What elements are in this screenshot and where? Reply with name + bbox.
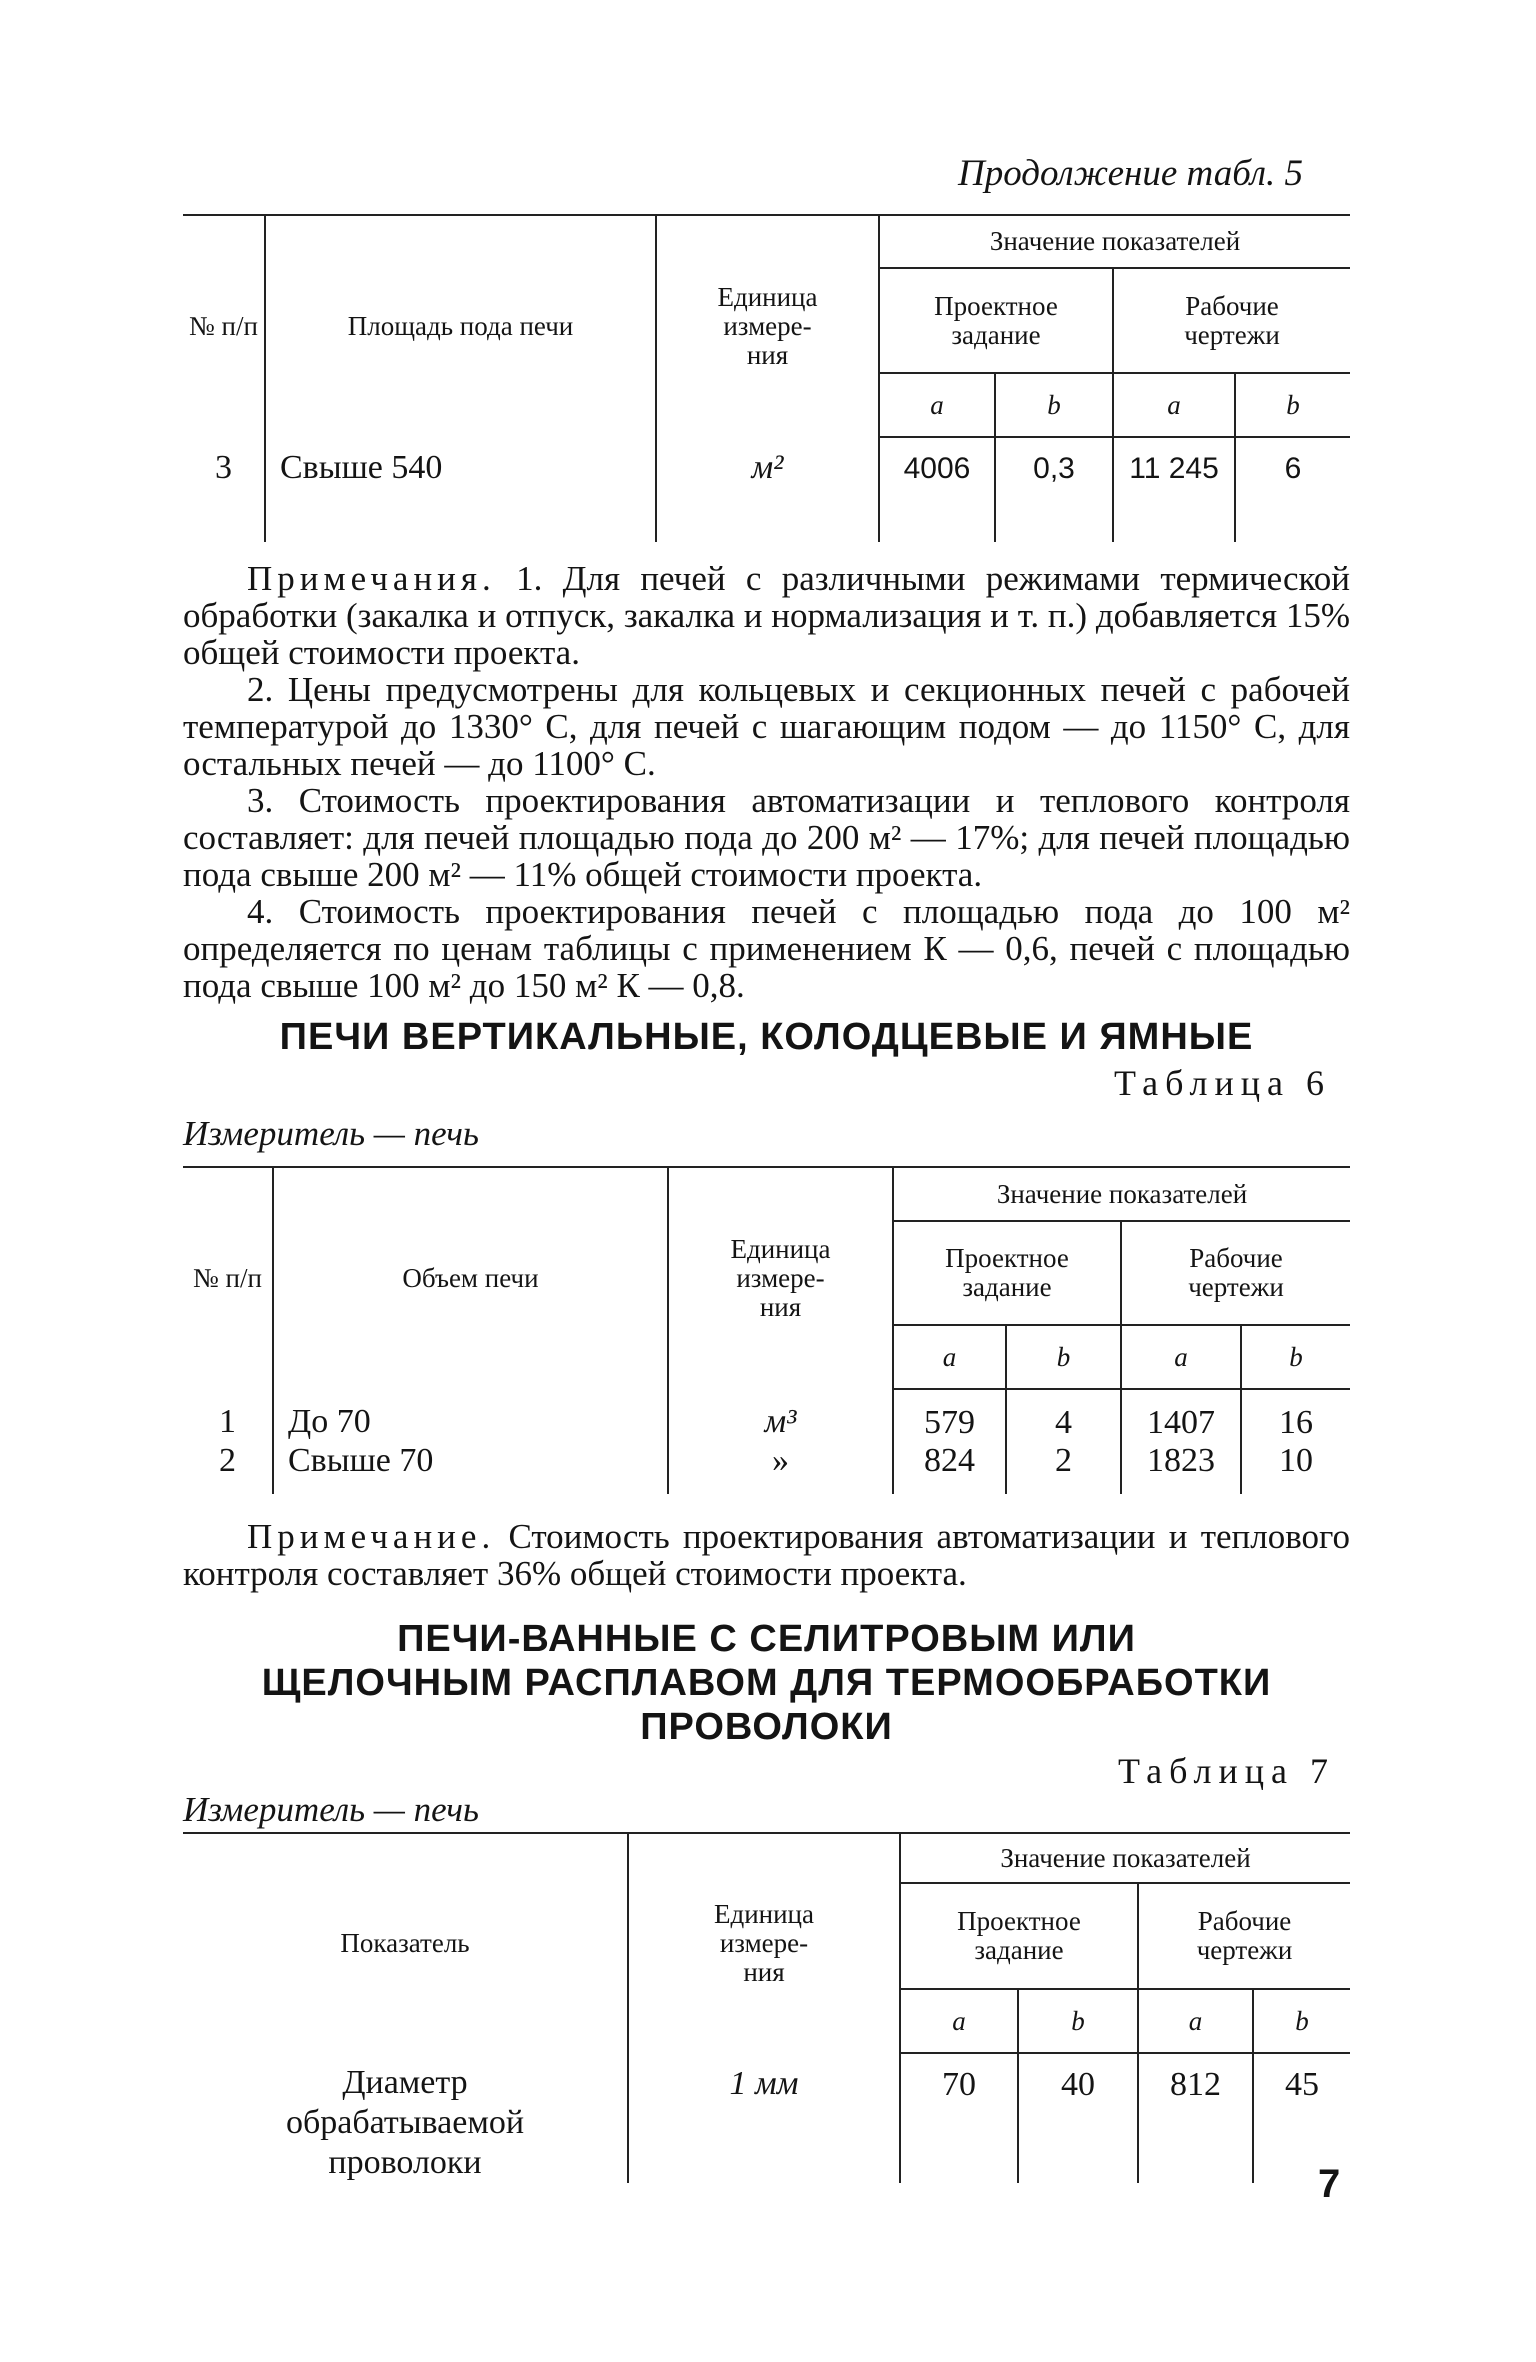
cell-working-b: 10 [1241,1442,1350,1494]
header-project: Проектное задание [879,268,1113,373]
header-b: b [995,373,1113,437]
cell-name: Диаметр обрабатываемой проволоки [285,2064,525,2181]
header-values: Значение показателей [900,1833,1350,1883]
note-3: 3. Стоимость проектирования автоматизации и теплового контроля составляет: для печей площадью пода до 200 м² — 17%; для печей площадью пода свыше 200 м² — 11% общей стоимости проекта. [183,781,1350,894]
cell-project-a: 70 [900,2053,1018,2183]
header-name: Объем печи [273,1167,668,1389]
header-unit: Единица измере- ния [668,1167,893,1389]
continuation-label: Продолжение табл. 5 [958,153,1304,194]
header-b: b [1018,1989,1138,2053]
notes-lead: Примечания. [247,559,496,598]
cell-project-b: 4 [1006,1389,1121,1442]
header-num: № п/п [183,1167,273,1389]
note-1: 1. Для печей с различными режимами термической обработки (закалка и отпуск, закалка и нормализация и т. п.) добавляется 15% общей стоимости проекта. [183,559,1350,672]
header-working: Рабочие чертежи [1113,268,1350,373]
note-text: Стоимость проектирования автоматизации и теплового контроля составляет 36% общей стоимости проекта. [183,1517,1351,1593]
cell-num: 3 [215,449,232,486]
header-a: a [1121,1325,1241,1389]
header-b: b [1006,1325,1121,1389]
cell-name: Свыше 70 [273,1442,668,1494]
cell-working-b: 6 [1235,437,1350,542]
cell-project-a: 579 [893,1389,1006,1442]
header-a: a [900,1989,1018,2053]
table-6-label: Таблица 6 [1114,1063,1331,1103]
note-4: 4. Стоимость проектирования печей с площадью пода до 100 м² определяется по ценам таблицы с применением К — 0,6, печей с площадью пода свыше 100 м² до 150 м² К — 0,8. [183,892,1350,1005]
header-b: b [1253,1989,1350,2053]
section-7-title-line: ЩЕЛОЧНЫМ РАСПЛАВОМ ДЛЯ ТЕРМООБРАБОТКИ [261,1662,1272,1704]
header-name: Площадь пода печи [265,215,656,437]
header-working: Рабочие чертежи [1121,1221,1350,1325]
cell-working-b: 45 [1253,2053,1350,2183]
notes-lead: Примечание. [247,1517,496,1556]
cell-working-a: 11 245 [1113,437,1235,542]
cell-working-a: 1823 [1121,1442,1241,1494]
table-6-measure: Измеритель — печь [183,1114,479,1153]
cell-project-a: 4006 [879,437,995,542]
header-values: Значение показателей [879,215,1350,268]
notes-table-6 [183,1518,1350,1592]
notes-table-5 [183,560,1350,1004]
header-num: № п/п [183,215,265,437]
cell-project-b: 2 [1006,1442,1121,1494]
header-project: Проектное задание [900,1883,1138,1989]
header-working: Рабочие чертежи [1138,1883,1350,1989]
table-7 [183,1832,1350,2183]
cell-unit: м² [656,437,879,542]
section-7-title [183,1617,1350,1749]
cell-num: 2 [219,1442,236,1479]
section-6-title: ПЕЧИ ВЕРТИКАЛЬНЫЕ, КОЛОДЦЕВЫЕ И ЯМНЫЕ [279,1016,1254,1058]
cell-unit: м³ [668,1389,893,1442]
cell-project-a: 824 [893,1442,1006,1494]
header-b: b [1241,1325,1350,1389]
table-6 [183,1166,1350,1494]
header-a: a [879,373,995,437]
header-name: Показатель [183,1833,628,2053]
cell-project-b: 40 [1018,2053,1138,2183]
cell-unit: 1 мм [628,2053,900,2183]
header-unit: Единица измере- ния [656,215,879,437]
header-unit: Единица измере- ния [628,1833,900,2053]
cell-unit: » [668,1442,893,1494]
header-a: a [893,1325,1006,1389]
cell-num: 1 [219,1403,236,1440]
table-7-label: Таблица 7 [1118,1751,1335,1791]
cell-working-a: 1407 [1121,1389,1241,1442]
header-a: a [1113,373,1235,437]
section-7-title-line: ПРОВОЛОКИ [640,1706,893,1748]
table-row [183,437,1350,542]
header-values: Значение показателей [893,1167,1350,1221]
table-row [183,2053,1350,2183]
note-2: 2. Цены предусмотрены для кольцевых и секционных печей с рабочей температурой до 1330° С, для печей с шагающим подом — до 1150° С, для остальных печей — до 1100° С. [183,670,1350,783]
cell-name: Свыше 540 [265,437,656,542]
table-7-measure: Измеритель — печь [183,1790,479,1829]
cell-name: До 70 [273,1389,668,1442]
table-row [183,1442,1350,1494]
cell-working-a: 812 [1138,2053,1253,2183]
header-a: a [1138,1989,1253,2053]
cell-working-b: 16 [1241,1389,1350,1442]
header-project: Проектное задание [893,1221,1121,1325]
section-7-title-line: ПЕЧИ-ВАННЫЕ С СЕЛИТРОВЫМ ИЛИ [397,1618,1136,1660]
header-b: b [1235,373,1350,437]
table-row [183,1389,1350,1442]
table-5 [183,214,1350,542]
page-number: 7 [1318,2162,1341,2206]
cell-project-b: 0,3 [995,437,1113,542]
